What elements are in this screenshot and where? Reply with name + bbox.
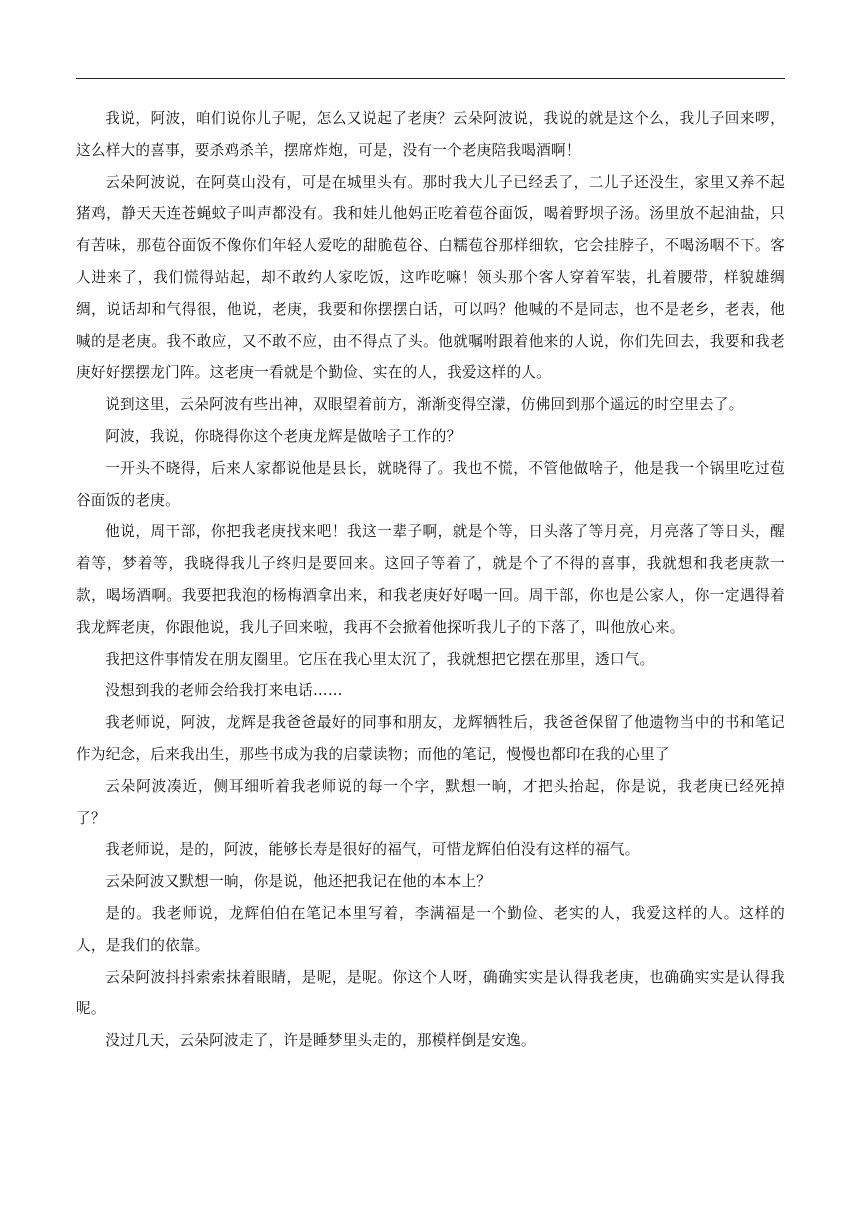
- paragraph: 一开头不晓得，后来人家都说他是县长，就晓得了。我也不慌，不管他做啥子，他是我一个锅里吃过苞谷面饭的老庚。: [76, 459, 785, 509]
- paragraph: 云朵阿波又默想一晌，你是说，他还把我记在他的本本上？: [105, 873, 492, 891]
- header-rule: [76, 78, 785, 79]
- paragraph: 阿波，我说，你晓得你这个老庚龙辉是做啥子工作的？: [105, 427, 462, 445]
- paragraph: 说到这里，云朵阿波有些出神，双眼望着前方，渐渐变得空濛，仿佛回到那个遥远的时空里去了。: [105, 396, 744, 414]
- paragraph: 是的。我老师说，龙辉伯伯在笔记本里写着，李满福是一个勤俭、老实的人，我爱这样的人。这样的人，是我们的依靠。: [76, 904, 785, 954]
- paragraph: 我老师说，是的，阿波，能够长寿是很好的福气，可惜龙辉伯伯没有这样的福气。: [105, 841, 640, 859]
- paragraph: 我把这件事情发在朋友圈里。它压在我心里太沉了，我就想把它摆在那里，透口气。: [105, 650, 655, 668]
- article-body: [76, 103, 785, 1057]
- paragraph: 云朵阿波抖抖索索抹着眼睛，是呢，是呢。你这个人呀，确确实实是认得我老庚，也确确实实是认得我呢。: [76, 968, 785, 1018]
- paragraph: 我老师说，阿波，龙辉是我爸爸最好的同事和朋友，龙辉牺牲后，我爸爸保留了他遗物当中的书和笔记作为纪念，后来我出生，那些书成为我的启蒙读物；而他的笔记，慢慢也都印在我的心里了: [76, 714, 785, 763]
- paragraph: 我说，阿波，咱们说你儿子呢，怎么又说起了老庚？云朵阿波说，我说的就是这个么，我儿子回来啰，这么样大的喜事，要杀鸡杀羊，摆席炸炮，可是，没有一个老庚陪我喝酒啊！: [76, 110, 785, 159]
- paragraph: 没想到我的老师会给我打来电话……: [105, 682, 343, 700]
- paragraph: 云朵阿波说，在阿莫山没有，可是在城里头有。那时我大儿子已经丢了，二儿子还没生，家里又养不起猪鸡，静天天连苍蝇蚊子叫声都没有。我和娃儿他妈正吃着苞谷面饭，喝着野坝子汤。汤里放不起油盐，只有苦味，那苞谷面饭不像你们年轻人爱吃的甜脆苞谷、白糯苞谷那样细软，它会挂脖子，不喝汤咽不下。客人进来了，我们慌得站起，却不敢约人家吃饭，这咋吃嘛！领头那个客人穿着军装，扎着腰带，样貌雄绸绸，说话却和气得很，他说，老庚，我要和你摆摆白话，可以吗？他喊的不是同志，也不是老乡，老表，他喊的是老庚。我不敢应，又不敢不应，由不得点了头。他就嘱咐跟着他来的人说，你们先回去，我要和我老庚好好摆摆龙门阵。这老庚一看就是个勤俭、实在的人，我爱这样的人。: [76, 173, 785, 382]
- paragraph: 他说，周干部，你把我老庚找来吧！我这一辈子啊，就是个等，日头落了等月亮，月亮落了等日头，醒着等，梦着等，我晓得我儿子终归是要回来。这回子等着了，就是个了不得的喜事，我就想和我老庚款一款，喝场酒啊。我要把我泡的杨梅酒拿出来，和我老庚好好喝一回。周干部，你也是公家人，你一定遇得着我龙辉老庚，你跟他说，我儿子回来啦，我再不会掀着他探听我儿子的下落了，叫他放心来。: [76, 523, 785, 636]
- paragraph: 没过几天，云朵阿波走了，许是睡梦里头走的，那模样倒是安逸。: [105, 1032, 536, 1050]
- paragraph: 云朵阿波凑近，侧耳细听着我老师说的每一个字，默想一晌，才把头抬起，你是说，我老庚已经死掉了？: [76, 777, 785, 827]
